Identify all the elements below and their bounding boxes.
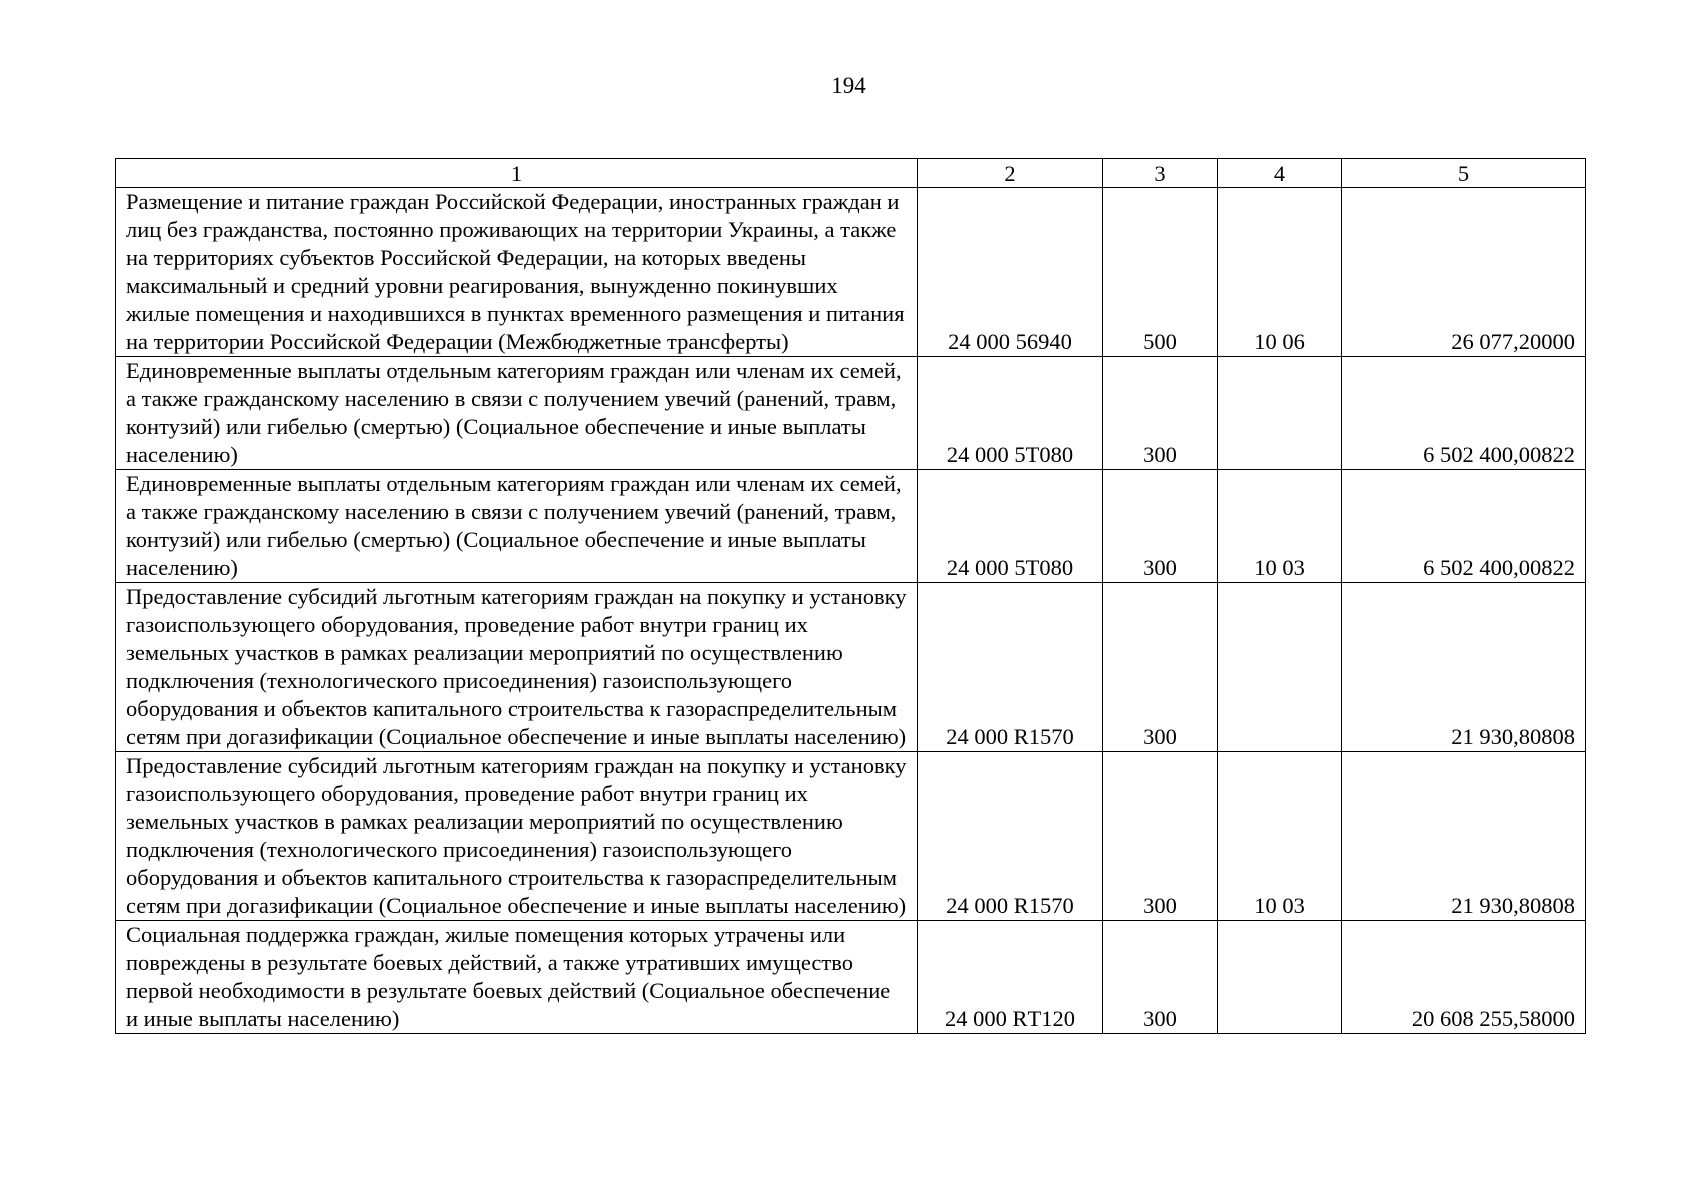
page-number: 194	[831, 73, 866, 98]
row-code: 24 000 R1570	[918, 583, 1103, 752]
row-section: 10 03	[1218, 470, 1342, 583]
row-code: 24 000 5Т080	[918, 357, 1103, 470]
row-section: 10 03	[1218, 752, 1342, 921]
column-header-4: 4	[1218, 159, 1342, 188]
row-section	[1218, 583, 1342, 752]
row-amount: 21 930,80808	[1342, 752, 1586, 921]
table-row	[116, 357, 1586, 470]
budget-table	[115, 158, 1586, 1034]
row-description: Единовременные выплаты отдельным категориям граждан или членам их семей, а также гражданскому населению в связи с получением увечий (ранений, травм, контузий) или гибелью (смертью) (Социальное обеспечение и иные выплаты населению)	[116, 470, 918, 583]
column-header-3: 3	[1103, 159, 1218, 188]
row-expense-type: 300	[1103, 583, 1218, 752]
table-row	[116, 921, 1586, 1034]
table-row	[116, 752, 1586, 921]
row-code: 24 000 R1570	[918, 752, 1103, 921]
table-row	[116, 470, 1586, 583]
row-amount: 20 608 255,58000	[1342, 921, 1586, 1034]
row-amount: 6 502 400,00822	[1342, 470, 1586, 583]
row-section	[1218, 357, 1342, 470]
row-amount: 26 077,20000	[1342, 188, 1586, 357]
row-code: 24 000 5Т080	[918, 470, 1103, 583]
row-amount: 21 930,80808	[1342, 583, 1586, 752]
row-section	[1218, 921, 1342, 1034]
row-description: Размещение и питание граждан Российской Федерации, иностранных граждан и лиц без гражданства, постоянно проживающих на территории Украины, а также на территориях субъектов Российской Федерации, на которых введены максимальный и средний уровни реагирования, вынужденно покинувших жилые помещения и находившихся в пунктах временного размещения и питания на территории Российской Федерации (Межбюджетные трансферты)	[116, 188, 918, 357]
row-description: Единовременные выплаты отдельным категориям граждан или членам их семей, а также гражданскому населению в связи с получением увечий (ранений, травм, контузий) или гибелью (смертью) (Социальное обеспечение и иные выплаты населению)	[116, 357, 918, 470]
row-expense-type: 300	[1103, 752, 1218, 921]
row-description: Предоставление субсидий льготным категориям граждан на покупку и установку газоиспользующего оборудования, проведение работ внутри границ их земельных участков в рамках реализации мероприятий по осуществлению подключения (технологического присоединения) газоиспользующего оборудования и объектов капитального строительства к газораспределительным сетям при догазификации (Социальное обеспечение и иные выплаты населению)	[116, 752, 918, 921]
row-section: 10 06	[1218, 188, 1342, 357]
row-expense-type: 300	[1103, 470, 1218, 583]
column-header-1: 1	[116, 159, 918, 188]
row-amount: 6 502 400,00822	[1342, 357, 1586, 470]
row-code: 24 000 56940	[918, 188, 1103, 357]
row-description: Предоставление субсидий льготным категориям граждан на покупку и установку газоиспользующего оборудования, проведение работ внутри границ их земельных участков в рамках реализации мероприятий по осуществлению подключения (технологического присоединения) газоиспользующего оборудования и объектов капитального строительства к газораспределительным сетям при догазификации (Социальное обеспечение и иные выплаты населению)	[116, 583, 918, 752]
column-header-2: 2	[918, 159, 1103, 188]
column-header-5: 5	[1342, 159, 1586, 188]
table-row	[116, 583, 1586, 752]
row-code: 24 000 RТ120	[918, 921, 1103, 1034]
row-description: Социальная поддержка граждан, жилые помещения которых утрачены или повреждены в результате боевых действий, а также утративших имущество первой необходимости в результате боевых действий (Социальное обеспечение и иные выплаты населению)	[116, 921, 918, 1034]
row-expense-type: 500	[1103, 188, 1218, 357]
row-expense-type: 300	[1103, 357, 1218, 470]
table-row	[116, 188, 1586, 357]
table-header-row	[116, 159, 1586, 188]
row-expense-type: 300	[1103, 921, 1218, 1034]
